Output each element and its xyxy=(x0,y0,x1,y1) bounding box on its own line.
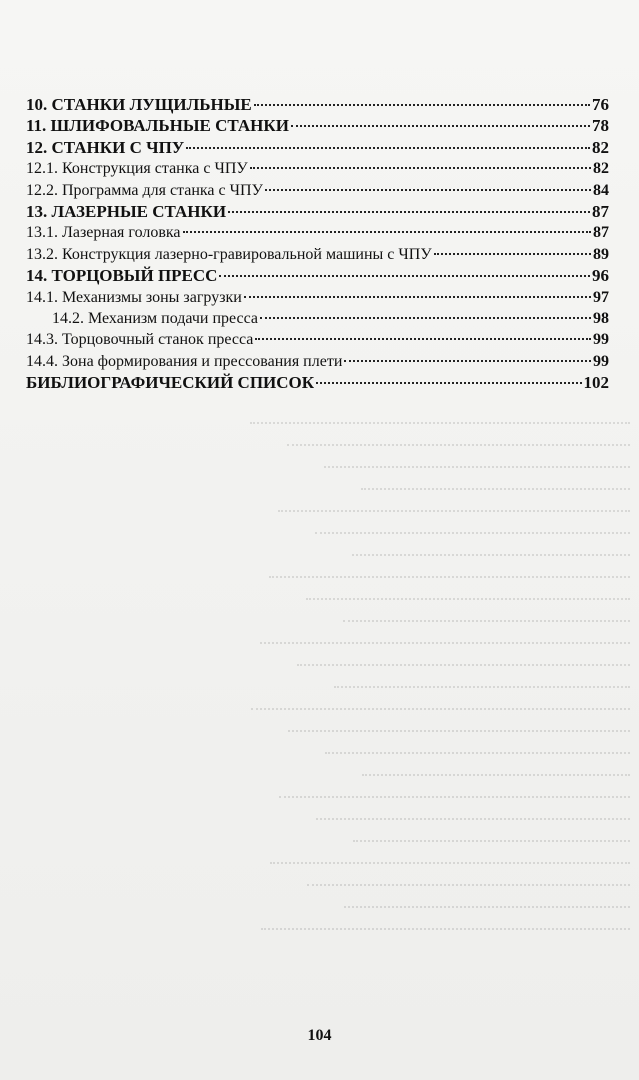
toc-entry-title: 10. СТАНКИ ЛУЩИЛЬНЫЕ xyxy=(26,95,252,114)
toc-entry-title: 12.2. Программа для станка с ЧПУ xyxy=(26,181,263,199)
dot-leader xyxy=(254,104,590,106)
toc-entry-title: 14. ТОРЦОВЫЙ ПРЕСС xyxy=(26,266,218,286)
toc-entry-title: 14.4. Зона формирования и прессования плети xyxy=(26,352,343,370)
toc-entry-page: 96 xyxy=(592,266,609,286)
toc-entry-page: 89 xyxy=(593,245,609,263)
bleed-line xyxy=(325,750,630,754)
toc-entry xyxy=(26,308,609,329)
dot-leader xyxy=(316,382,581,384)
toc-entry xyxy=(26,351,609,372)
dot-leader xyxy=(244,296,591,298)
bleed-line xyxy=(250,420,630,424)
toc-entry xyxy=(26,222,609,243)
toc-entry-page: 99 xyxy=(593,352,609,370)
dot-leader xyxy=(255,338,591,340)
bleed-line xyxy=(361,486,630,490)
bleed-line xyxy=(352,552,630,556)
bleed-line xyxy=(260,640,630,644)
bleed-line xyxy=(316,816,630,820)
toc-entry-title: 12. СТАНКИ С ЧПУ xyxy=(26,137,185,157)
bleed-line xyxy=(287,442,630,446)
toc-entry xyxy=(26,137,609,158)
toc-entry-title: 14.3. Торцовочный станок пресса xyxy=(26,331,254,349)
toc-entry xyxy=(26,180,609,201)
dot-leader xyxy=(183,231,591,233)
toc-entry-page: 87 xyxy=(592,201,609,221)
bleed-line xyxy=(315,530,630,534)
toc-entry-page: 97 xyxy=(593,288,609,306)
toc-entry-page: 102 xyxy=(583,373,609,393)
bleed-line xyxy=(261,926,630,930)
dot-leader xyxy=(228,211,590,213)
toc-entry-title: БИБЛИОГРАФИЧЕСКИЙ СПИСОК xyxy=(26,373,315,393)
toc-entry-page: 76 xyxy=(592,95,609,114)
bleed-line xyxy=(362,772,630,776)
bleed-line xyxy=(297,662,630,666)
bleed-line xyxy=(353,838,630,842)
toc-entry-page: 82 xyxy=(593,160,609,178)
bleed-line xyxy=(344,904,630,908)
toc-entry-title: 13. ЛАЗЕРНЫЕ СТАНКИ xyxy=(26,201,227,221)
bleed-line xyxy=(278,508,630,512)
toc-entry xyxy=(26,115,609,136)
table-of-contents xyxy=(26,94,609,393)
toc-entry-title: 13.2. Конструкция лазерно-гравировальной машины с ЧПУ xyxy=(26,245,432,263)
toc-entry-page: 87 xyxy=(593,224,609,242)
toc-entry xyxy=(26,244,609,265)
toc-entry xyxy=(26,158,609,179)
page-number: 104 xyxy=(307,1027,332,1044)
toc-entry-title: 13.1. Лазерная головка xyxy=(26,224,181,242)
toc-entry-title: 14.1. Механизмы зоны загрузки xyxy=(26,288,242,306)
toc-entry-page: 82 xyxy=(592,137,609,157)
dot-leader xyxy=(219,275,590,277)
toc-entry-page: 98 xyxy=(593,309,609,327)
dot-leader xyxy=(344,360,591,362)
dot-leader xyxy=(265,189,591,191)
dot-leader xyxy=(434,253,591,255)
dot-leader xyxy=(260,317,591,319)
dot-leader xyxy=(250,167,591,169)
toc-entry xyxy=(26,287,609,308)
toc-entry xyxy=(26,372,609,393)
toc-entry-page: 78 xyxy=(592,116,609,136)
toc-entry-title: 14.2. Механизм подачи пресса xyxy=(52,309,259,327)
toc-entry-title: 11. ШЛИФОВАЛЬНЫЕ СТАНКИ xyxy=(26,116,289,136)
dot-leader xyxy=(291,125,590,127)
bleed-line xyxy=(279,794,630,798)
dot-leader xyxy=(186,147,590,149)
toc-entry-page: 84 xyxy=(593,181,609,199)
bleed-line xyxy=(307,882,630,886)
bleed-line xyxy=(270,860,630,864)
toc-entry-title: 12.1. Конструкция станка с ЧПУ xyxy=(26,160,248,178)
bleed-line xyxy=(269,574,630,578)
bleed-line xyxy=(343,618,630,622)
toc-entry xyxy=(26,201,609,222)
toc-entry xyxy=(26,329,609,350)
bleed-line xyxy=(288,728,630,732)
toc-entry xyxy=(26,265,609,286)
show-through-bleed xyxy=(250,420,630,980)
bleed-line xyxy=(306,596,630,600)
toc-entry-page: 99 xyxy=(593,331,609,349)
bleed-line xyxy=(334,684,630,688)
bleed-line xyxy=(324,464,630,468)
toc-entry xyxy=(26,94,609,115)
bleed-line xyxy=(251,706,630,710)
